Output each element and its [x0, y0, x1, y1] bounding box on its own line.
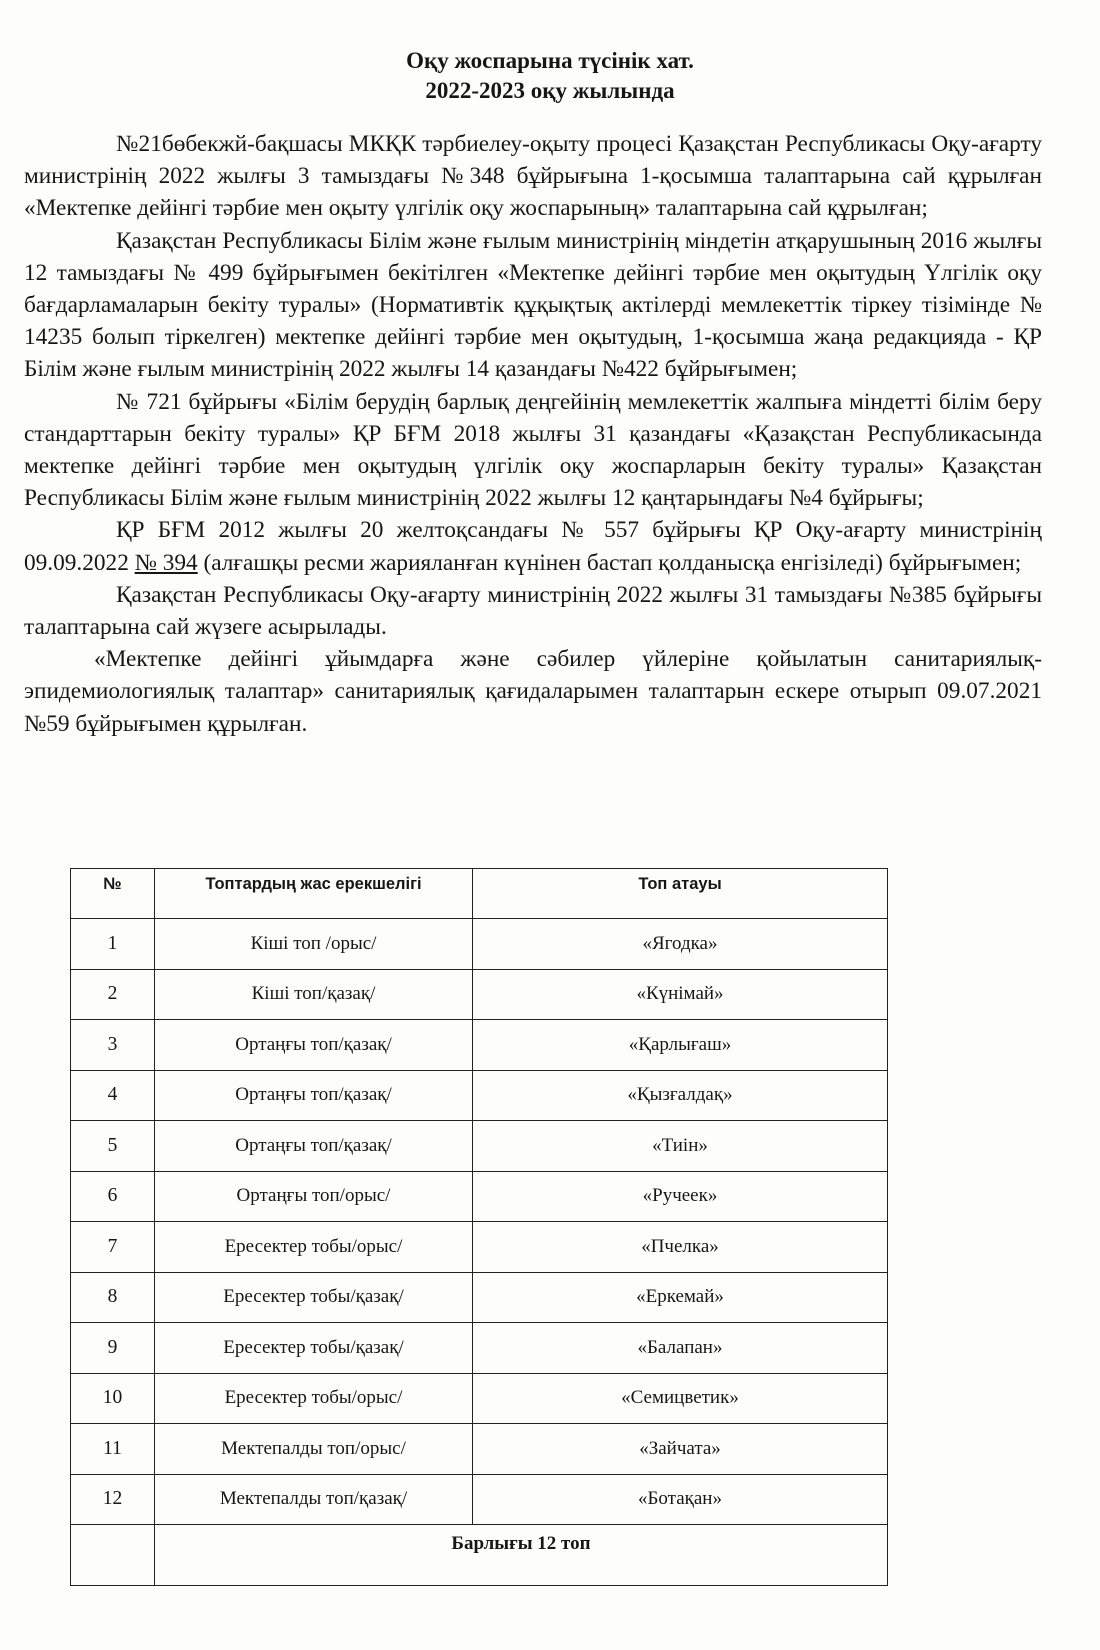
table-row — [71, 919, 888, 970]
total-cell: Барлығы 12 топ — [155, 1525, 888, 1586]
group-name-cell: «Пчелка» — [473, 1222, 888, 1273]
table-row — [71, 969, 888, 1020]
row-number-cell: 2 — [71, 969, 155, 1020]
group-name-cell: «Балапан» — [473, 1323, 888, 1374]
row-number-cell: 10 — [71, 1373, 155, 1424]
group-name-cell: «Ручеек» — [473, 1171, 888, 1222]
age-group-cell: Мектепалды топ/орыс/ — [155, 1424, 473, 1475]
paragraph-5: Қазақстан Республикасы Оқу-ағарту министрінің 2022 жылғы 31 тамыздағы №385 бұйрығы талаптарына сай жүзеге асырылады. — [24, 581, 1042, 641]
group-name-cell: «Ботақан» — [473, 1474, 888, 1525]
age-group-cell: Ересектер тобы/орыс/ — [155, 1373, 473, 1424]
paragraph-1: №21бөбекжй-бақшасы МКҚК тәрбиелеу-оқыту процесі Қазақстан Республикасы Оқу-ағарту министрінің 2022 жылғы 3 тамыздағы №348 бұйрығына 1-қосымша талаптарына сай құрылған «Мектепке дейінгі тәрбие мен оқыту үлгілік оқу жоспарының» талаптарына сай құрылған; — [24, 131, 1042, 222]
row-number-cell: 1 — [71, 919, 155, 970]
table-row — [71, 1323, 888, 1374]
group-name-cell: «Қарлығаш» — [473, 1020, 888, 1071]
table-row — [71, 1272, 888, 1323]
group-name-cell: «Еркемай» — [473, 1272, 888, 1323]
row-number-cell: 6 — [71, 1171, 155, 1222]
age-group-cell: Кіші топ /орыс/ — [155, 919, 473, 970]
paragraph-4-text-a: ҚР БҒМ 2012 жылғы 20 желтоқсандағы № 557 бұйрығы ҚР Оқу-ағарту министрінің 09.09.2022 — [24, 517, 1042, 576]
order-number-underlined: № 394 — [134, 549, 198, 576]
group-name-cell: «Күнімай» — [473, 969, 888, 1020]
header-age-group: Топтардың жас ерекшелігі — [155, 869, 473, 919]
row-number-cell: 7 — [71, 1222, 155, 1273]
header-group-name: Топ атауы — [473, 869, 888, 919]
age-group-cell: Ортаңғы топ/қазақ/ — [155, 1070, 473, 1121]
table-header-row — [71, 869, 888, 919]
group-name-cell: «Қызғалдақ» — [473, 1070, 888, 1121]
group-name-cell: «Зайчата» — [473, 1424, 888, 1475]
age-group-cell: Мектепалды топ/қазақ/ — [155, 1474, 473, 1525]
group-name-cell: «Тиін» — [473, 1121, 888, 1172]
paragraph-4-text-b: (алғашқы ресми жарияланған күнінен бастап қолданысқа енгізіледі) бұйрығымен; — [197, 549, 1022, 576]
table-body — [71, 919, 888, 1525]
row-number-cell: 8 — [71, 1272, 155, 1323]
row-number-cell: 3 — [71, 1020, 155, 1071]
table-row — [71, 1222, 888, 1273]
table-total-row — [71, 1525, 888, 1586]
paragraph-4 — [24, 514, 1042, 578]
group-name-cell: «Ягодка» — [473, 919, 888, 970]
age-group-cell: Ересектер тобы/қазақ/ — [155, 1323, 473, 1374]
table-row — [71, 1373, 888, 1424]
table-row — [71, 1020, 888, 1071]
age-group-cell: Ересектер тобы/орыс/ — [155, 1222, 473, 1273]
paragraph-3: № 721 бұйрығы «Білім берудің барлық деңгейінің мемлекеттік жалпыға міндетті білім беру стандарттарын бекіту туралы» ҚР БҒМ 2018 жылғы 31 қазандағы «Қазақстан Республикасында мектепке дейінгі тәрбие мен оқытудың үлгілік оқу жоспарларын бекіту туралы» Қазақстан Республикасы Білім және ғылым министрінің 2022 жылғы 12 қаңтарындағы №4 бұйрығы; — [24, 388, 1042, 512]
total-empty-cell — [71, 1525, 155, 1586]
row-number-cell: 12 — [71, 1474, 155, 1525]
row-number-cell: 4 — [71, 1070, 155, 1121]
group-name-cell: «Семицветик» — [473, 1373, 888, 1424]
age-group-cell: Ортаңғы топ/қазақ/ — [155, 1121, 473, 1172]
row-number-cell: 11 — [71, 1424, 155, 1475]
document-body — [24, 128, 1042, 740]
table-row — [71, 1070, 888, 1121]
table-row — [71, 1474, 888, 1525]
age-group-cell: Ортаңғы топ/қазақ/ — [155, 1020, 473, 1071]
header-num: № — [71, 869, 155, 919]
groups-table — [70, 868, 888, 1586]
age-group-cell: Кіші топ/қазақ/ — [155, 969, 473, 1020]
paragraph-2: Қазақстан Республикасы Білім және ғылым министрінің міндетін атқарушының 2016 жылғы 12 тамыздағы № 499 бұйрығымен бекітілген «Мектепке дейінгі тәрбие мен оқытудың Үлгілік оқу бағдарламаларын бекіту туралы» (Нормативтік құқықтық актілерді мемлекеттік тіркеу тізімінде № 14235 болып тіркелген) мектепке дейінгі тәрбие мен оқытудың, 1-қосымша жаңа редакцияда - ҚР Білім және ғылым министрінің 2022 жылғы 14 қазандағы №422 бұйрығымен; — [24, 227, 1042, 383]
row-number-cell: 9 — [71, 1323, 155, 1374]
row-number-cell: 5 — [71, 1121, 155, 1172]
table-row — [71, 1171, 888, 1222]
age-group-cell: Ересектер тобы/қазақ/ — [155, 1272, 473, 1323]
document-subtitle: 2022-2023 оқу жылында — [425, 78, 675, 103]
paragraph-6: «Мектепке дейінгі ұйымдарға және сәбилер үйлеріне қойылатын санитариялық-эпидемиологиялық талаптар» санитариялық қағидаларымен талаптарын ескере отырып 09.07.2021 №59 бұйрығымен құрылған. — [24, 646, 1042, 737]
age-group-cell: Ортаңғы топ/орыс/ — [155, 1171, 473, 1222]
table-row — [71, 1424, 888, 1475]
document-title: Оқу жоспарына түсінік хат. — [406, 48, 694, 73]
table-row — [71, 1121, 888, 1172]
